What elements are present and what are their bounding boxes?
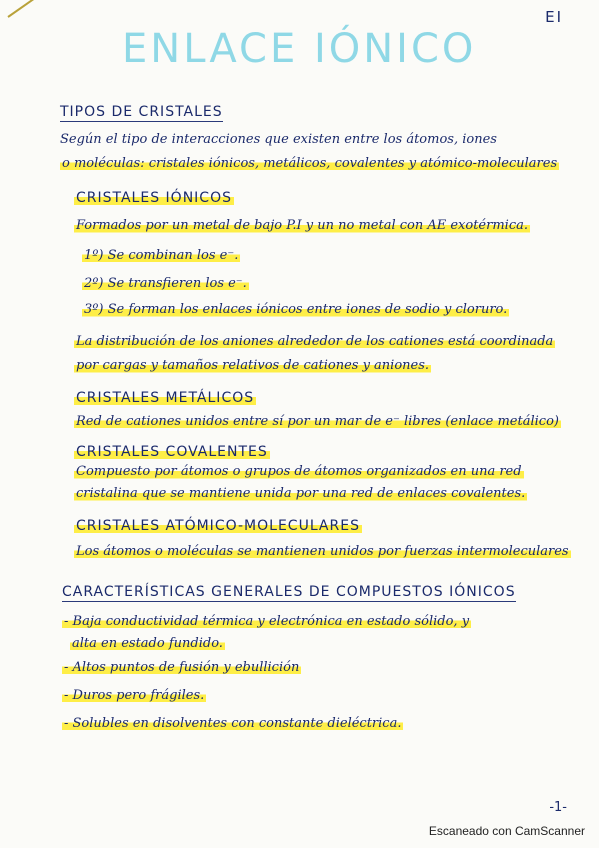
- caract-item4: [62, 716, 403, 731]
- covalentes-line2: [74, 486, 527, 501]
- tipos-line1: Según el tipo de interacciones que existen entre los átomos, iones: [60, 132, 497, 147]
- covalentes-heading: [74, 444, 270, 460]
- caract-item1a: [62, 614, 471, 629]
- ionicos-line1-text: Formados por un metal de bajo P.I y un no metal con AE exotérmica.: [76, 218, 528, 233]
- atomicomol-line1: [74, 544, 571, 559]
- ionicos-step2-text: 2º) Se transfieren los e⁻.: [84, 276, 247, 291]
- caract-item2-text: - Altos puntos de fusión y ebullición: [64, 660, 300, 675]
- caract-item1a-text: - Baja conductividad térmica y electrónica en estado sólido, y: [64, 614, 470, 629]
- atomicomol-heading: [74, 518, 362, 534]
- ionicos-step2: [82, 276, 249, 291]
- tipos-heading: TIPOS DE CRISTALES: [60, 104, 223, 120]
- covalentes-line1-text: Compuesto por átomos o grupos de átomos organizados en una red: [76, 464, 522, 479]
- metalicos-line1: [74, 414, 561, 429]
- caract-item3: [62, 688, 206, 703]
- covalentes-line1: [74, 464, 524, 479]
- ionicos-step3: [82, 302, 509, 317]
- ionicos-dist2-text: por cargas y tamaños relativos de cationes y aniones.: [76, 358, 430, 373]
- ionicos-step3-text: 3º) Se forman los enlaces iónicos entre iones de sodio y cloruro.: [84, 302, 508, 317]
- caract-item3-text: - Duros pero frágiles.: [64, 688, 205, 703]
- metalicos-line1-text: Red de cationes unidos entre sí por un mar de e⁻ libres (enlace metálico): [76, 414, 559, 429]
- corner-label: EI: [545, 8, 563, 26]
- covalentes-heading-text: CRISTALES COVALENTES: [76, 444, 268, 460]
- caracteristicas-heading: CARACTERÍSTICAS GENERALES DE COMPUESTOS IÓNICOS: [62, 584, 516, 600]
- metalicos-heading: [74, 390, 256, 406]
- ionicos-heading-text: CRISTALES IÓNICOS: [76, 190, 232, 206]
- caract-item1b: [70, 636, 225, 651]
- caract-item1b-text: alta en estado fundido.: [72, 636, 223, 651]
- ionicos-step1-text: 1º) Se combinan los e⁻.: [84, 248, 239, 263]
- covalentes-line2-text: cristalina que se mantiene unida por una red de enlaces covalentes.: [76, 486, 526, 501]
- ionicos-dist1-text: La distribución de los aniones alrededor de los cationes está coordinada: [76, 334, 554, 349]
- metalicos-heading-text: CRISTALES METÁLICOS: [76, 390, 255, 406]
- pen-icon: [7, 0, 47, 18]
- ionicos-step1: [82, 248, 240, 263]
- page-number: -1-: [549, 800, 567, 815]
- atomicomol-heading-text: CRISTALES ATÓMICO-MOLECULARES: [76, 518, 360, 534]
- atomicomol-line1-text: Los átomos o moléculas se mantienen unidos por fuerzas intermoleculares: [76, 544, 569, 559]
- caract-item4-text: - Solubles en disolventes con constante dieléctrica.: [64, 716, 402, 731]
- ionicos-heading: [74, 190, 234, 206]
- scanner-watermark: Escaneado con CamScanner: [428, 824, 585, 838]
- tipos-line2-text: o moléculas: cristales iónicos, metálicos, covalentes y atómico-moleculares: [62, 156, 558, 171]
- page-title: ENLACE IÓNICO: [122, 26, 477, 72]
- ionicos-dist1: [74, 334, 555, 349]
- caract-item2: [62, 660, 301, 675]
- ionicos-dist2: [74, 358, 431, 373]
- ionicos-line1: [74, 218, 530, 233]
- tipos-line2: [60, 156, 559, 171]
